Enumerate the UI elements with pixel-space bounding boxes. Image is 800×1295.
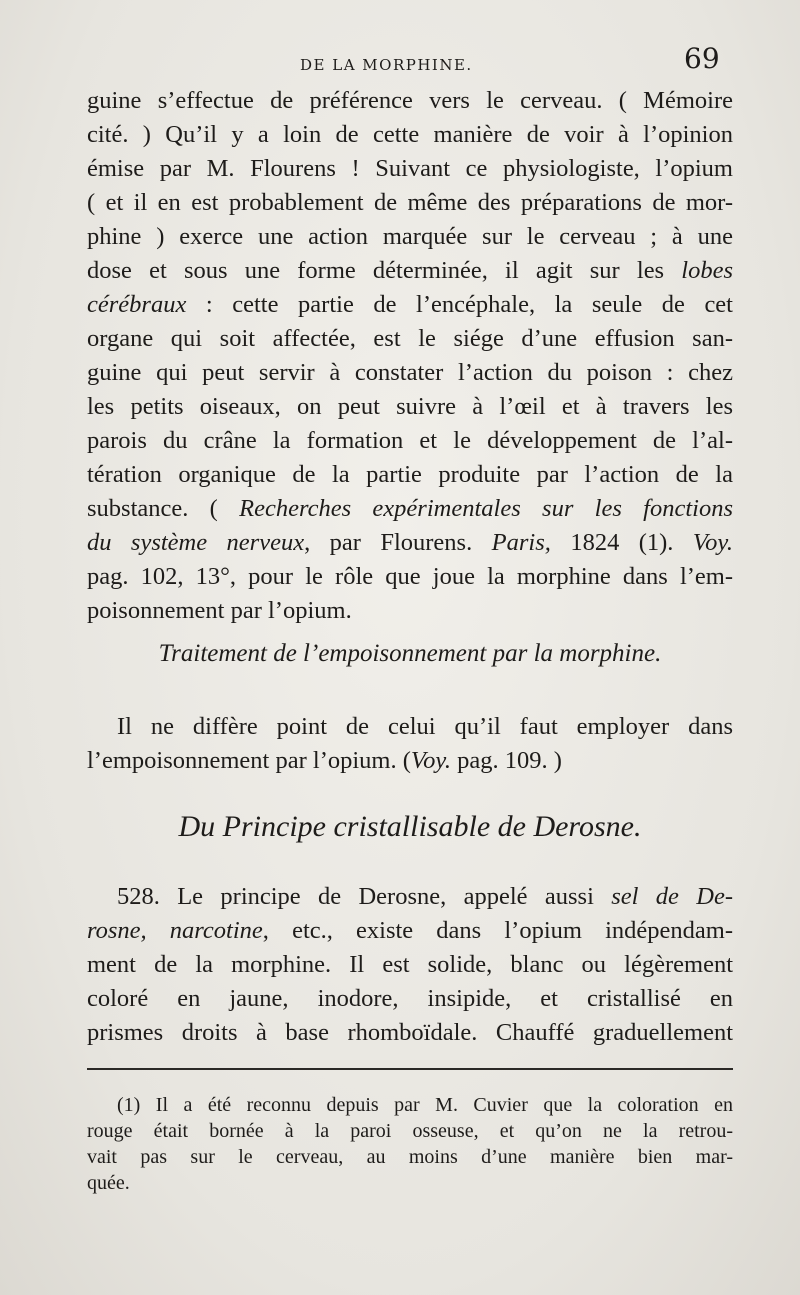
text-segment: substance. ( xyxy=(87,495,218,522)
text-line: émise par M. Flourens ! Suivant ce physiologiste, l’opium xyxy=(87,155,733,182)
text-line: cité. ) Qu’il y a loin de cette manière de voir à l’opinion xyxy=(87,121,733,148)
footnote-line: rouge était bornée à la paroi osseuse, et qu’on ne la retrou- xyxy=(87,1120,733,1142)
text-line: Il ne diffère point de celui qu’il faut employer dans xyxy=(117,713,733,740)
italic-voy: Voy. xyxy=(410,747,452,774)
text-line: ment de la morphine. Il est solide, blanc ou légèrement xyxy=(87,951,733,978)
italic-citation: du système nerveux xyxy=(87,529,305,556)
section-heading-treatment: Traitement de l’empoisonnement par la morphine. xyxy=(158,640,662,667)
text-line: ( et il en est probablement de même des préparations de mor- xyxy=(87,189,733,216)
italic-place: Paris, xyxy=(491,529,551,556)
text-segment: : cette partie de l’encéphale, la seule de cet xyxy=(205,291,733,318)
text-segment: pag. 109. ) xyxy=(457,747,562,774)
text-line xyxy=(87,288,733,322)
footnote-line: quée. xyxy=(87,1172,130,1194)
section-heading-derosne: Du Principe cristallisable de Derosne. xyxy=(178,810,642,843)
text-line xyxy=(87,744,733,778)
italic-term: cérébraux xyxy=(87,291,187,318)
text-line: phine ) exerce une action marquée sur le cerveau ; à une xyxy=(87,223,733,250)
text-segment: , etc., existe dans l’opium indépendam- xyxy=(262,917,733,944)
text-line xyxy=(87,526,733,560)
footnote-line: (1) Il a été reconnu depuis par M. Cuvier que la coloration en xyxy=(117,1094,733,1116)
page-number: 69 xyxy=(684,42,720,75)
paragraph-treatment xyxy=(87,710,733,778)
running-title: DE LA MORPHINE. xyxy=(300,56,473,74)
text-line: tération organique de la partie produite par l’action de la xyxy=(87,461,733,488)
text-line: parois du crâne la formation et le développement de l’al- xyxy=(87,427,733,454)
text-line: organe qui soit affectée, est le siége d’une effusion san- xyxy=(87,325,733,352)
paragraph-morphine-action xyxy=(87,84,733,628)
paragraph-derosne xyxy=(87,880,733,1050)
text-segment: dose et sous une forme déterminée, il agit sur les xyxy=(87,257,665,284)
text-line xyxy=(87,492,733,526)
text-line: prismes droits à base rhomboïdale. Chauffé graduellement xyxy=(87,1019,733,1046)
italic-term: rosne, narcotine xyxy=(87,917,263,944)
text-segment: l’empoisonnement par l’opium. ( xyxy=(87,747,411,774)
text-segment: , par Flourens. xyxy=(304,529,473,556)
footnote-divider xyxy=(87,1068,733,1070)
text-line xyxy=(87,880,733,914)
italic-term: lobes xyxy=(681,257,734,284)
text-line xyxy=(87,254,733,288)
footnote-line: vait pas sur le cerveau, au moins d’une manière bien mar- xyxy=(87,1146,733,1168)
italic-voy: Voy. xyxy=(692,529,734,556)
text-line: les petits oiseaux, on peut suivre à l’œil et à travers les xyxy=(87,393,733,420)
text-segment: 1824 (1). xyxy=(570,529,674,556)
italic-citation: Recherches expérimentales sur les fonctions xyxy=(239,495,733,522)
text-line: poisonnement par l’opium. xyxy=(87,597,352,624)
text-line: guine s’effectue de préférence vers le cerveau. ( Mémoire xyxy=(87,87,733,114)
text-line: pag. 102, 13°, pour le rôle que joue la morphine dans l’em- xyxy=(87,563,733,590)
text-segment: 528. Le principe de Derosne, appelé aussi xyxy=(117,883,594,910)
text-line xyxy=(87,914,733,948)
footnote xyxy=(87,1092,733,1196)
italic-term: sel de De- xyxy=(611,883,733,910)
text-line: guine qui peut servir à constater l’action du poison : chez xyxy=(87,359,733,386)
text-line: coloré en jaune, inodore, insipide, et cristallisé en xyxy=(87,985,733,1012)
